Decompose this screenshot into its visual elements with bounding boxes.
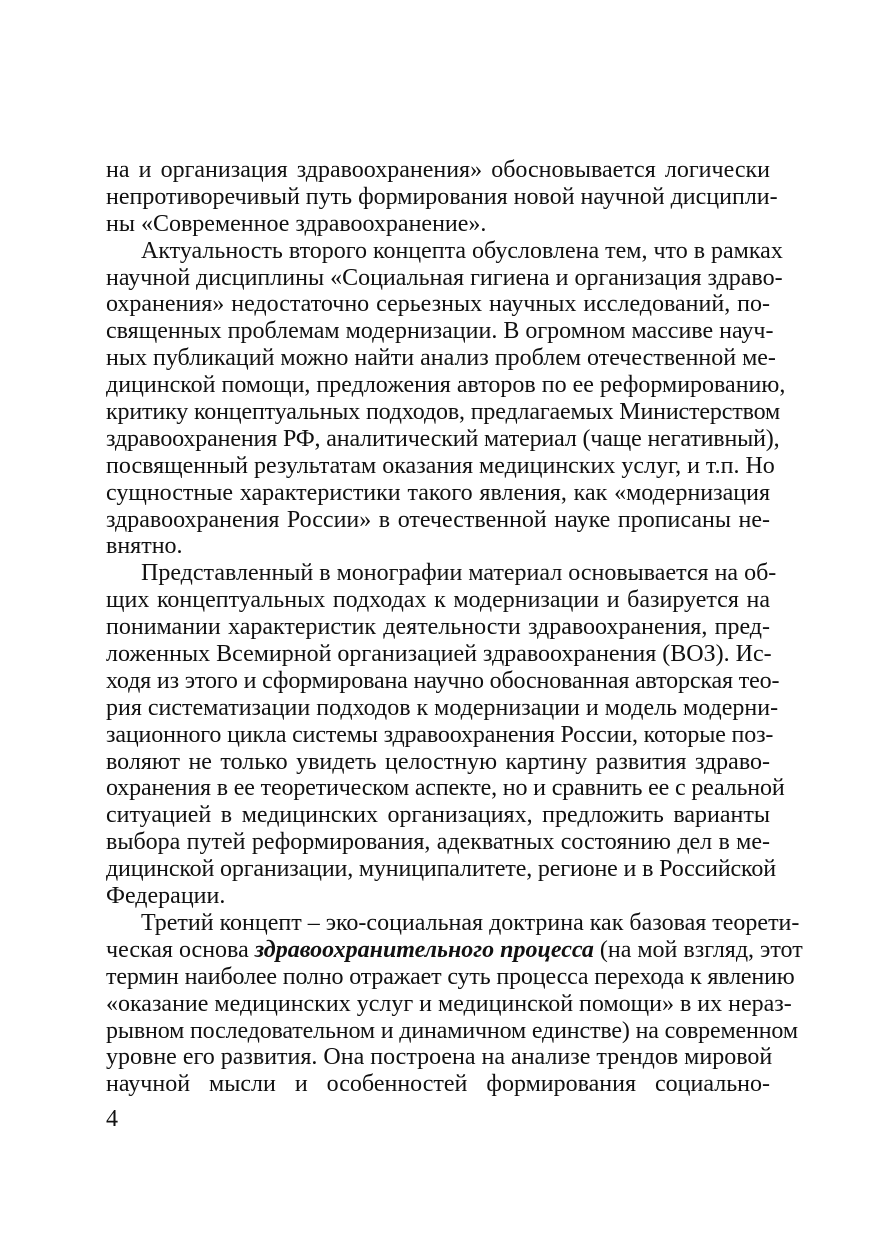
text-line: ложенных Всемирной организацией здравоохранения (ВОЗ). Ис- <box>106 641 772 668</box>
text-line: внятно. <box>106 533 183 560</box>
text-line: Представленный в монографии материал основывается на об- <box>141 560 777 587</box>
text-line: сущностные характеристики такого явления, как «модернизация <box>106 479 770 506</box>
text-line: непротиворечивый путь формирования новой научной дисципли- <box>106 183 778 210</box>
text-line: щих концептуальных подходах к модернизации и базируется на <box>106 587 770 614</box>
text-line: термин наиболее полно отражает суть процесса перехода к явлению <box>106 963 795 990</box>
text-line: священных проблемам модернизации. В огромном массиве науч- <box>106 318 774 345</box>
text-fragment: (на мой взгляд, этот <box>593 936 803 963</box>
text-line: здравоохранения России» в отечественной науке прописаны не- <box>106 506 770 533</box>
text-line: рия систематизации подходов к модернизации и модель модерни- <box>106 694 779 721</box>
text-line: ных публикаций можно найти анализ проблем отечественной ме- <box>106 345 776 372</box>
text-line: научной дисциплины «Социальная гигиена и организация здраво- <box>106 264 783 291</box>
page-number: 4 <box>106 1106 118 1132</box>
paragraph-2 <box>106 237 786 561</box>
text-line: на и организация здравоохранения» обосновывается логически <box>106 157 770 183</box>
text-line: Федерации. <box>106 883 226 910</box>
text-line: охранения в ее теоретическом аспекте, но и сравнить ее с реальной <box>106 775 785 802</box>
text-line: охранения» недостаточно серьезных научных исследований, по- <box>106 291 770 318</box>
text-line: ситуацией в медицинских организациях, предложить варианты <box>106 802 770 829</box>
text-line: научной мысли и особенностей формирования социально- <box>106 1071 770 1098</box>
text-line: выбора путей реформирования, адекватных состоянию дел в ме- <box>106 829 770 856</box>
text-line: понимании характеристик деятельности здравоохранения, пред- <box>106 614 770 641</box>
text-line: дицинской организации, муниципалитете, регионе и в Российской <box>106 856 776 883</box>
text-line: Актуальность второго концепта обусловлена тем, что в рамках <box>141 237 783 264</box>
paragraph-1 <box>106 157 778 238</box>
emphasized-term: здравоохранительного процесса <box>254 936 594 963</box>
text-line: дицинской помощи, предложения авторов по ее реформированию, <box>106 372 786 399</box>
text-line: зационного цикла системы здравоохранения России, которые поз- <box>106 721 774 748</box>
paragraph-4 <box>106 909 803 1098</box>
text-line: критику концептуальных подходов, предлагаемых Министерством <box>106 399 781 426</box>
text-line: воляют не только увидеть целостную картину развития здраво- <box>106 748 770 775</box>
text-line: Третий концепт – эко-социальная доктрина как базовая теорети- <box>141 909 800 936</box>
text-line: посвященный результатам оказания медицинских услуг, и т.п. Но <box>106 452 775 479</box>
text-line: «оказание медицинских услуг и медицинской помощи» в их нераз- <box>106 990 792 1017</box>
text-line: уровне его развития. Она построена на анализе трендов мировой <box>106 1044 773 1071</box>
text-line: рывном последовательном и динамичном единстве) на современном <box>106 1017 798 1044</box>
text-line: здравоохранения РФ, аналитический материал (чаще негативный), <box>106 425 780 452</box>
text-fragment: ческая основа <box>106 936 255 963</box>
body-text <box>106 157 803 1098</box>
text-line: ны «Современное здравоохранение». <box>106 210 487 237</box>
text-line: ходя из этого и сформирована научно обоснованная авторская тео- <box>106 667 780 694</box>
text-line <box>106 936 803 964</box>
paragraph-3 <box>106 560 785 910</box>
